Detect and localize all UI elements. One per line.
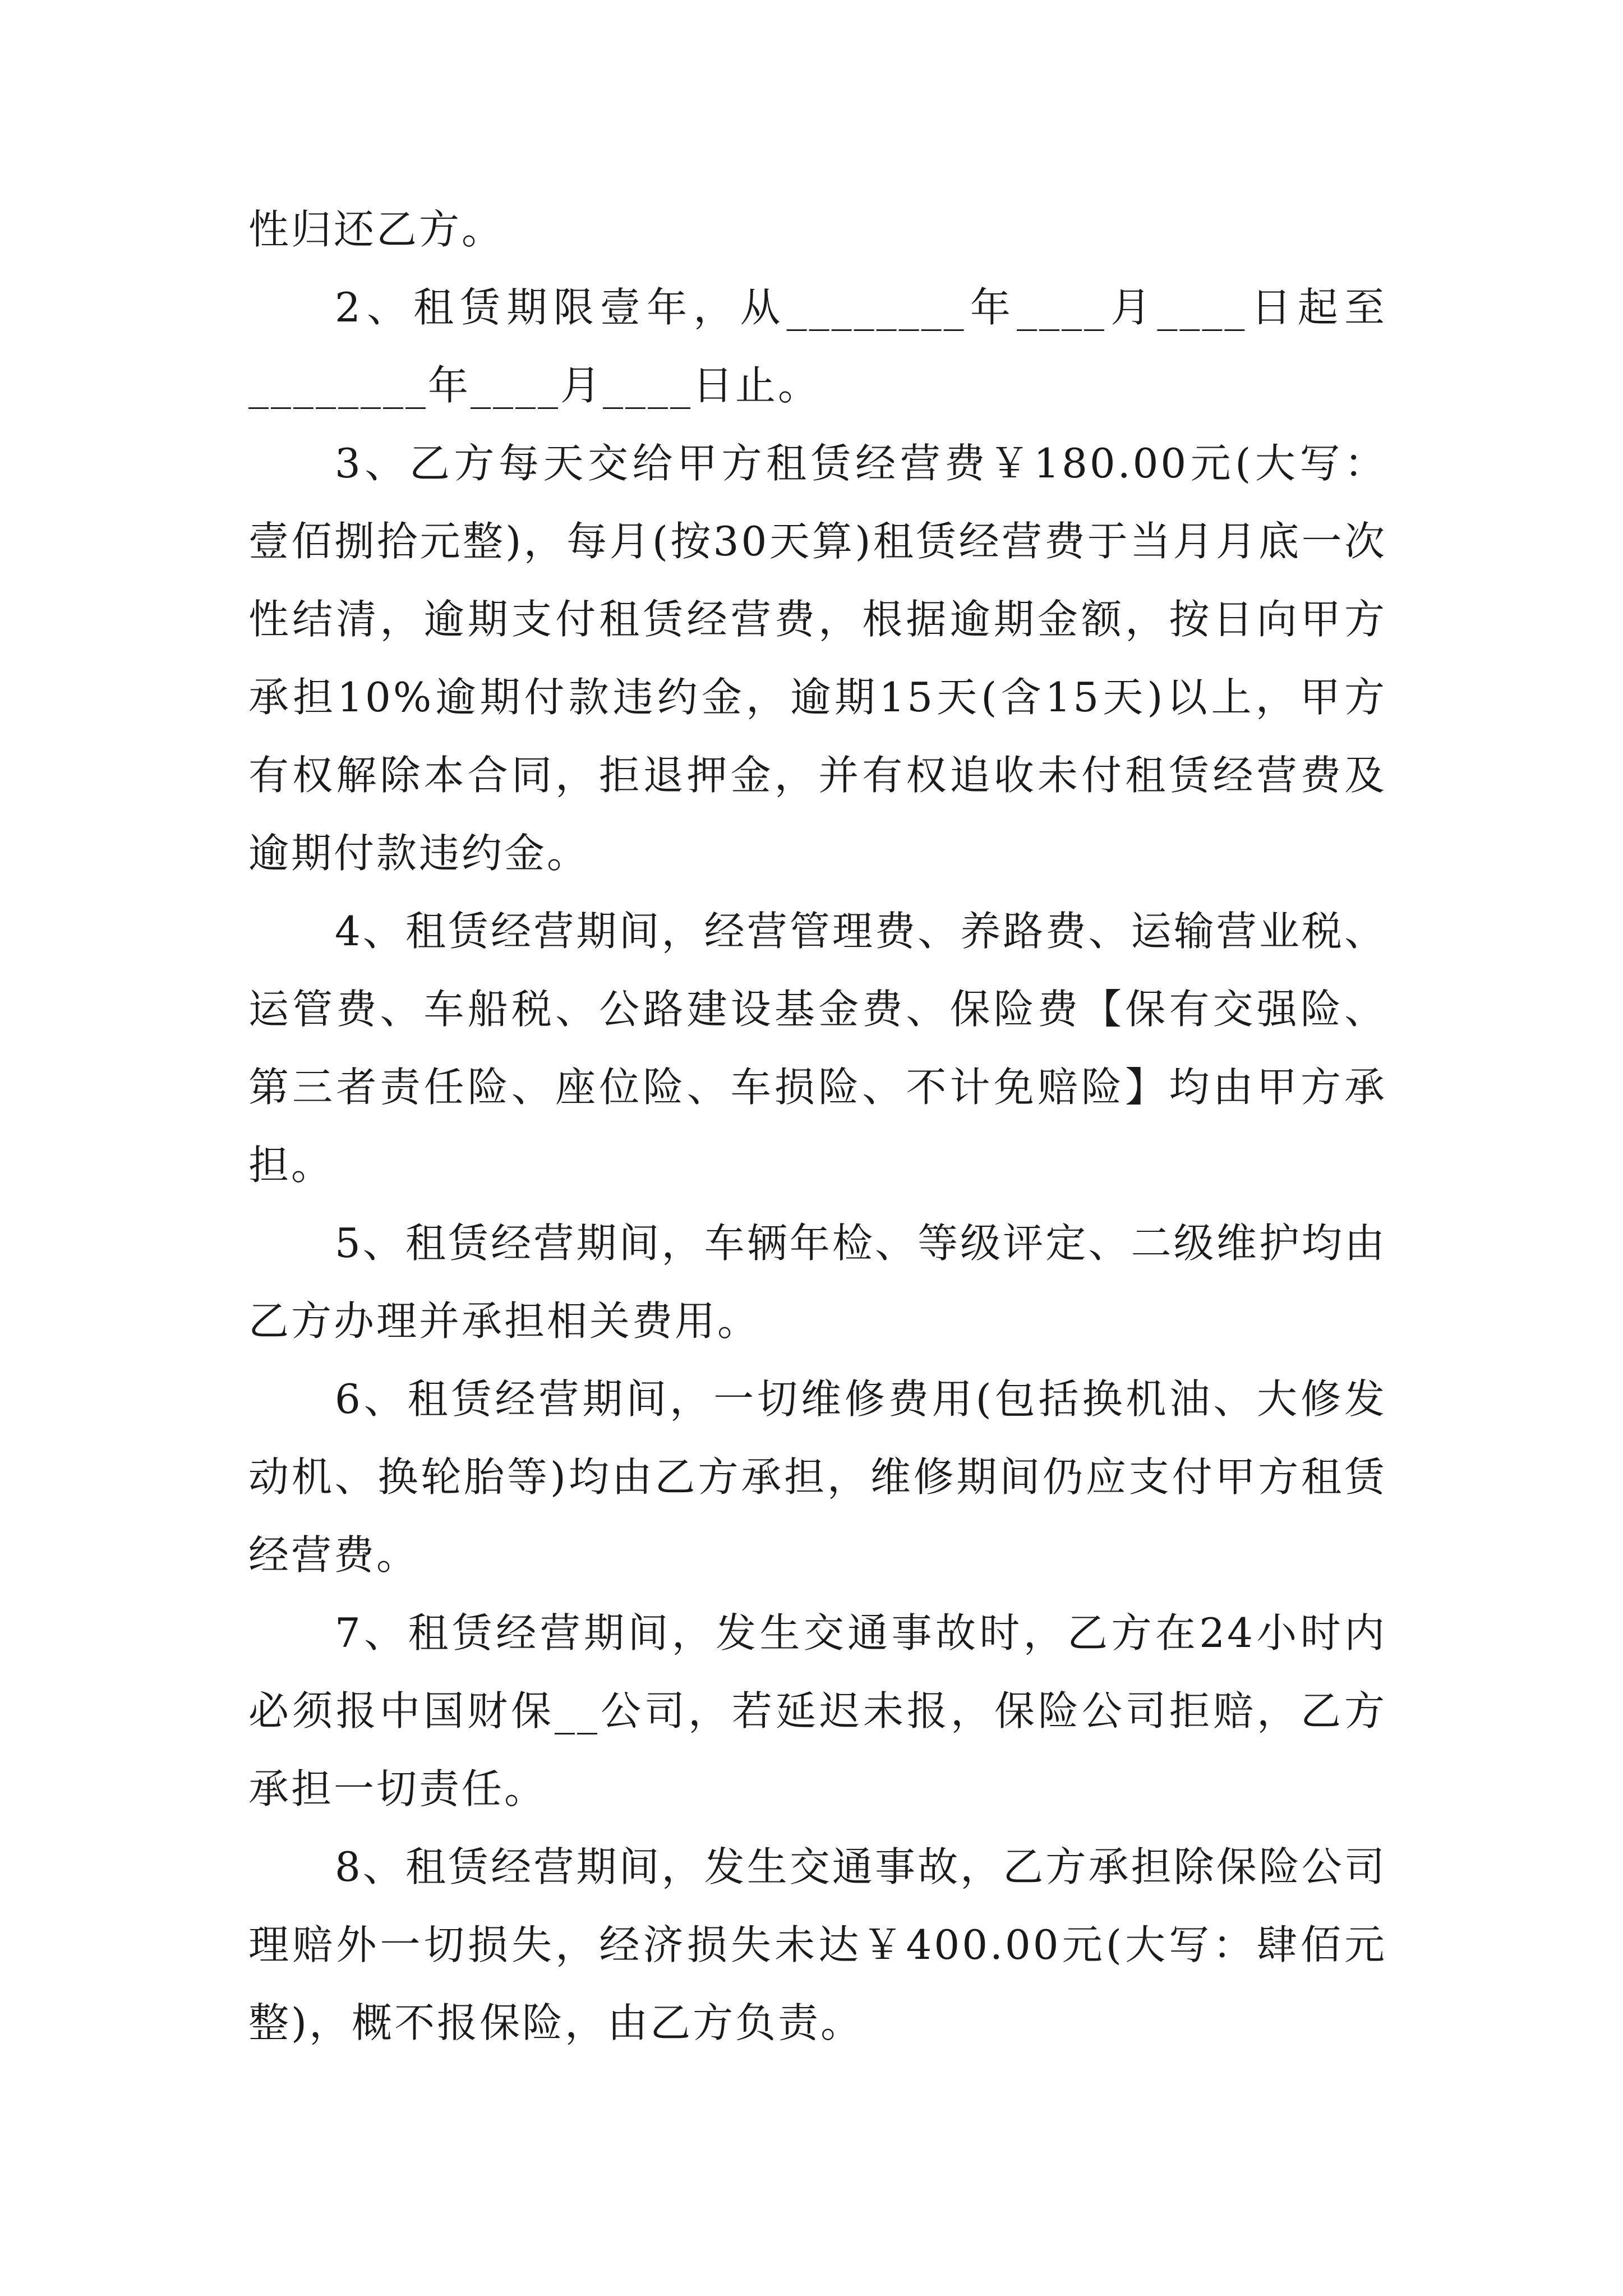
paragraph-clause-4: 4、租赁经营期间，经营管理费、养路费、运输营业税、运管费、车船税、公路建设基金费、保险费【保有交强险、第三者责任险、座位险、车损险、不计免赔险】均由甲方承担。 xyxy=(248,908,1387,1189)
paragraph-continuation: 性归还乙方。 xyxy=(248,206,505,253)
paragraph-clause-2: 2、租赁期限壹年，从________年____月____日起至________年____月____日止。 xyxy=(248,284,1387,409)
contract-body xyxy=(248,191,1387,2062)
paragraph-clause-8: 8、租赁经营期间，发生交通事故，乙方承担除保险公司理赔外一切损失，经济损失未达￥400.00元(大写：肆佰元整)，概不报保险，由乙方负责。 xyxy=(248,1843,1387,2046)
paragraph-clause-7: 7、租赁经营期间，发生交通事故时，乙方在24小时内必须报中国财保__公司，若延迟未报，保险公司拒赔，乙方承担一切责任。 xyxy=(248,1609,1387,1812)
paragraph-clause-5: 5、租赁经营期间，车辆年检、等级评定、二级维护均由乙方办理并承担相关费用。 xyxy=(248,1220,1387,1345)
paragraph-clause-3: 3、乙方每天交给甲方租赁经营费￥180.00元(大写：壹佰捌拾元整)，每月(按30天算)租赁经营费于当月月底一次性结清，逾期支付租赁经营费，根据逾期金额，按日向甲方承担10%逾期付款违约金，逾期15天(含15天)以上，甲方有权解除本合同，拒退押金，并有权追收未付租赁经营费及逾期付款违约金。 xyxy=(248,440,1387,877)
paragraph-clause-6: 6、租赁经营期间，一切维修费用(包括换机油、大修发动机、换轮胎等)均由乙方承担，维修期间仍应支付甲方租赁经营费。 xyxy=(248,1375,1387,1579)
